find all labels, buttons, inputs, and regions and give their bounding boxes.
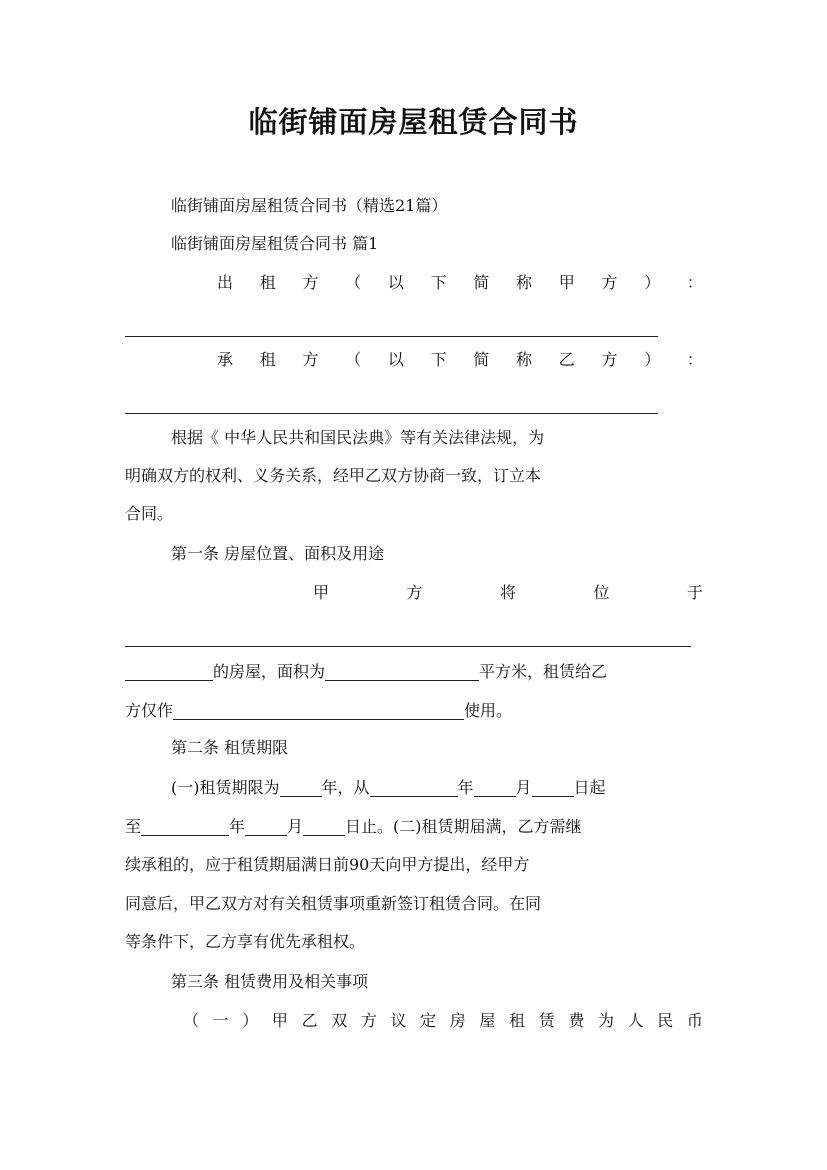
article3-line1	[125, 1008, 703, 1046]
char: 方	[360, 1011, 377, 1030]
text-year-from: 年，从	[321, 778, 370, 797]
start-day-blank	[532, 774, 574, 797]
char: 位	[593, 583, 610, 602]
char: ）	[644, 273, 661, 292]
char: 赁	[538, 1011, 555, 1030]
subtitle: 临街铺面房屋租赁合同书（精选21篇）	[171, 196, 448, 215]
char: 方	[601, 350, 618, 369]
char: 租	[259, 273, 276, 292]
preamble-line-1: 根据《 中华人民共和国民法典》等有关法律法规，为	[171, 428, 545, 447]
char: 方	[601, 273, 618, 292]
article3-title: 第三条 租赁费用及相关事项	[171, 972, 369, 991]
start-year-blank	[370, 774, 458, 797]
char: （	[345, 273, 362, 292]
text-term: (一)租赁期限为	[171, 778, 280, 797]
location-blank-tail	[125, 658, 213, 681]
char: 出	[217, 273, 234, 292]
text-house-area: 的房屋，面积为	[213, 662, 326, 681]
article1-title: 第一条 房屋位置、面积及用途	[171, 544, 385, 563]
article2-title: 第二条 租赁期限	[171, 738, 289, 757]
char: 甲	[271, 1011, 288, 1030]
text-day-start: 日起	[573, 778, 606, 797]
char: 以	[387, 273, 404, 292]
char: 简	[473, 350, 490, 369]
char: 将	[499, 583, 516, 602]
section-heading: 临街铺面房屋租赁合同书 篇1	[171, 234, 379, 253]
char: 人	[627, 1011, 644, 1030]
text-year: 年	[457, 778, 474, 797]
char: 租	[509, 1011, 526, 1030]
char: （	[345, 350, 362, 369]
char: 民	[657, 1011, 674, 1030]
char: （	[183, 1011, 200, 1030]
article2-line1	[125, 774, 749, 812]
end-month-blank	[245, 813, 287, 836]
char: 为	[597, 1011, 614, 1030]
text-month: 月	[515, 778, 532, 797]
char: 甲	[558, 273, 575, 292]
preamble-line-3: 合同。	[125, 504, 174, 523]
article1-line3	[125, 697, 703, 735]
char: 币	[686, 1011, 703, 1030]
end-day-blank	[303, 813, 345, 836]
text-to: 至	[125, 817, 142, 836]
char: 租	[259, 350, 276, 369]
char: 屋	[479, 1011, 496, 1030]
article2-line5: 等条件下，乙方享有优先承租权。	[125, 932, 366, 951]
char: 称	[516, 350, 533, 369]
char: ）	[242, 1011, 259, 1030]
char: 房	[449, 1011, 466, 1030]
char: 乙	[558, 350, 575, 369]
char: 称	[516, 273, 533, 292]
text-only-for: 方仅作	[125, 701, 174, 720]
lessee-blank-line	[125, 413, 658, 414]
location-blank-line	[125, 646, 691, 647]
end-year-blank	[141, 813, 229, 836]
text-sqm: 平方米，租赁给乙	[479, 662, 608, 681]
lessee-label	[125, 347, 703, 385]
char: 一	[212, 1011, 229, 1030]
char: 方	[302, 350, 319, 369]
lessor-blank-line	[125, 336, 658, 337]
preamble-line-2: 明确双方的权利、义务关系，经甲乙双方协商一致，订立本	[125, 466, 542, 485]
char: ：	[686, 350, 703, 369]
char: 承	[217, 350, 234, 369]
article1-line1	[125, 580, 703, 618]
char: 简	[473, 273, 490, 292]
char: 议	[390, 1011, 407, 1030]
char: 方	[406, 583, 423, 602]
lessor-label	[125, 270, 703, 308]
article2-line3: 续承租的，应于租赁期届满日前90天向甲方提出，经甲方	[125, 855, 530, 874]
char: 费	[568, 1011, 585, 1030]
text-day-end: 日止。(二)租赁期届满，乙方需继	[345, 817, 582, 836]
text-use: 使用。	[464, 701, 513, 720]
text-month-2: 月	[287, 817, 304, 836]
article2-line2	[125, 813, 703, 851]
char: ）	[644, 350, 661, 369]
start-month-blank	[474, 774, 516, 797]
char: 双	[331, 1011, 348, 1030]
char: 乙	[301, 1011, 318, 1030]
char: 方	[302, 273, 319, 292]
document-title: 临街铺面房屋租赁合同书	[248, 105, 579, 139]
char: 下	[430, 273, 447, 292]
article1-line2	[125, 658, 703, 696]
years-blank	[280, 774, 322, 797]
char: 下	[430, 350, 447, 369]
usage-blank	[173, 697, 464, 720]
text-year-2: 年	[229, 817, 246, 836]
char: 定	[420, 1011, 437, 1030]
area-blank	[325, 658, 479, 681]
char: 以	[387, 350, 404, 369]
article2-line4: 同意后，甲乙双方对有关租赁事项重新签订租赁合同。在同	[125, 894, 542, 913]
char: 甲	[313, 583, 330, 602]
char: ：	[686, 273, 703, 292]
char: 于	[686, 583, 703, 602]
